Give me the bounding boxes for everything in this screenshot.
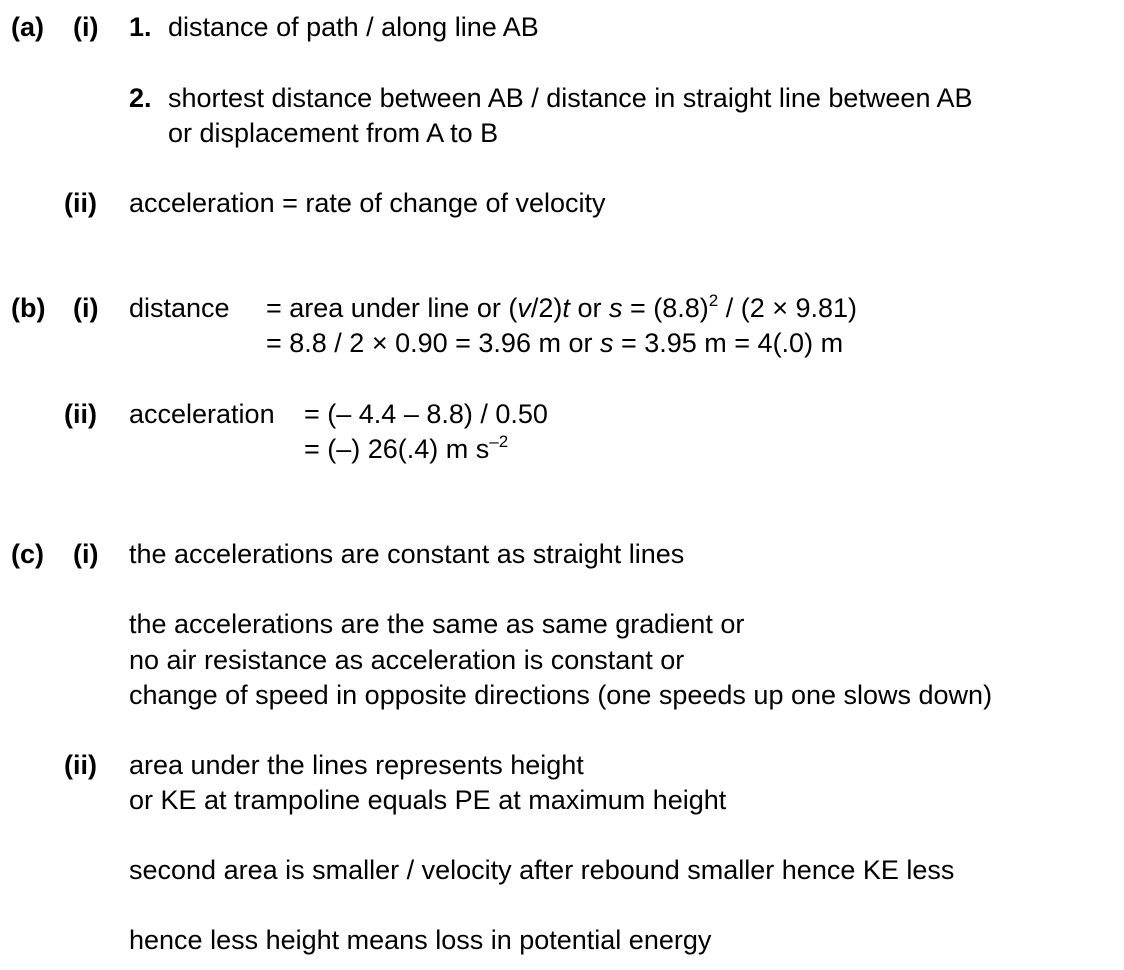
part-c-ii-line3: second area is smaller / velocity after rebound smaller hence KE less [129,855,955,885]
part-a-i-answer-2-line2: or displacement from A to B [168,118,499,148]
part-b-ii-term: acceleration [129,399,275,429]
part-a-i-label: (i) [73,12,99,42]
part-a-ii-label: (ii) [64,188,97,218]
part-b-ii-label: (ii) [64,399,97,429]
part-a-i-number-1: 1. [129,12,152,42]
part-b-ii-equation-line1: = (– 4.4 – 8.8) / 0.50 [304,399,548,429]
part-c-ii-label: (ii) [64,750,97,780]
part-c-i-line1: the accelerations are constant as straight lines [129,539,685,569]
part-a-i-number-2: 2. [129,83,152,113]
part-a-label: (a) [11,12,44,42]
part-b-i-equation-line2: = 8.8 / 2 × 0.90 = 3.96 m or s = 3.95 m = 4(.0) m [266,328,844,358]
part-b-i-term: distance [129,293,230,323]
part-b-i-equation-line1: = area under line or (v/2)t or $s = (8.8)^2 / (2 \times 9.81)$ [266,291,858,323]
part-a-i-answer-1: distance of path / along line AB [168,12,539,42]
part-c-i-line4: change of speed in opposite directions (one speeds up one slows down) [129,680,993,710]
part-c-i-line3: no air resistance as acceleration is constant or [129,645,685,675]
part-c-ii-line4: hence less height means loss in potential energy [129,925,712,955]
part-c-i-label: (i) [73,539,99,569]
part-c-label: (c) [11,539,44,569]
part-b-i-label: (i) [73,293,99,323]
part-c-ii-line1: area under the lines represents height [129,750,584,780]
part-b-ii-equation-line2: = (–) 26(.4) m $s^{-2}$ [304,432,509,464]
part-a-ii-answer: acceleration = rate of change of velocity [129,188,606,218]
part-a-i-answer-2-line1: shortest distance between AB / distance in straight line between AB [168,83,973,113]
part-b-label: (b) [11,293,46,323]
part-c-i-line2: the accelerations are the same as same gradient or [129,609,745,639]
part-c-ii-line2: or KE at trampoline equals PE at maximum height [129,785,727,815]
